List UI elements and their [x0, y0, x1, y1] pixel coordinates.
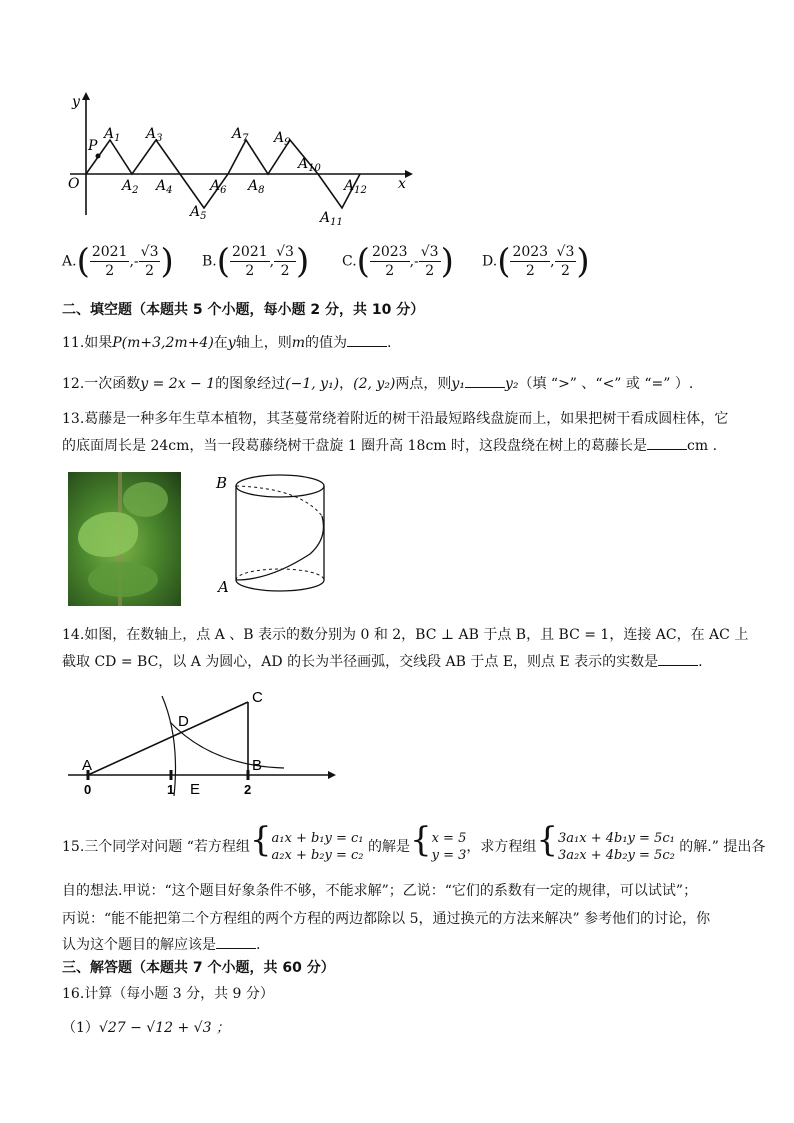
label-d: D [178, 713, 189, 730]
vine-photo [68, 472, 181, 606]
question-13-line1: 13.葛藤是一种多年生草本植物，其茎蔓常绕着附近的树干沿最短路线盘旋而上，如果把树干看成圆柱体，它 [62, 411, 729, 427]
svg-text:A2: $A_2$ [122, 178, 139, 196]
q10-option-b: B.( $\frac{2021}{2}$ , $\frac{√3}{2}$ ) [202, 241, 310, 282]
numberline-figure [62, 688, 342, 803]
svg-text:A6: $A_6$ [210, 178, 227, 196]
q10-option-a: A.( $\frac{2021}{2}$ ,- $\frac{√3}{2}$ ) [62, 241, 174, 282]
tick-1: 1 [167, 782, 175, 797]
question-15-line2: 自的想法.甲说：“这个题目好象条件不够，不能求解”；乙说：“它们的系数有一定的规律，可以试试”； [62, 883, 698, 899]
question-15-line4: 认为这个题目的解应该是 . [62, 937, 261, 953]
svg-text:A12: $A_{12}$ [344, 178, 367, 196]
svg-text:A7: $A_7$ [232, 126, 249, 144]
question-16-title: 16.计算（每小题 3 分，共 9 分） [62, 986, 274, 1002]
svg-text:A1: $A_1$ [104, 126, 121, 144]
cylinder-label-b: B [216, 474, 228, 492]
label-e: E [190, 781, 201, 798]
point-p-label: P [88, 138, 98, 154]
cylinder-figure [210, 468, 340, 598]
question-12: 12.一次函数y = 2x − 1的图象经过(−1, y₁)，(2, y₂)两点，则y₁ y₂（填 “>” 、“<” 或 “=” ）. [62, 376, 694, 392]
question-16-part1: （1）√27 − √12 + √3 ； [62, 1020, 230, 1036]
axis-x-label: x [398, 176, 406, 192]
label-a: A [82, 757, 93, 774]
question-14-line2: 截取 CD = BC，以 A 为圆心，AD 的长为半径画弧，交线段 AB 于点 E，则点 E 表示的实数是 . [62, 654, 703, 670]
svg-text:A10: $A_{10}$ [298, 156, 321, 174]
q10-option-c: C.( $\frac{2023}{2}$ ,- $\frac{√3}{2}$ ) [342, 241, 454, 282]
section3-title: 三、解答题（本题共 7 个小题，共 60 分） [62, 960, 335, 976]
label-b: B [252, 757, 263, 774]
svg-text:A8: $A_8$ [248, 178, 265, 196]
question-13-line2: 的底面周长是 24cm，当一段葛藤绕树干盘旋 1 圈升高 18cm 时，这段盘绕在树上的葛藤长是 cm . [62, 438, 718, 454]
section2-title: 二、填空题（本题共 5 个小题，每小题 2 分，共 10 分） [62, 302, 425, 318]
q10-option-d: D.( $\frac{2023}{2}$ , $\frac{√3}{2}$ ) [482, 241, 590, 282]
question-15-line3: 丙说：“能不能把第二个方程组的两个方程的两边都除以 5，通过换元的方法来解决” 参考他们的讨论，你 [62, 911, 711, 927]
svg-text:A4: $A_4$ [156, 178, 173, 196]
cylinder-label-a: A [218, 578, 229, 596]
zigzag-graph [60, 90, 420, 230]
svg-text:A9: $A_9$ [274, 130, 291, 148]
svg-text:A11: $A_{11}$ [320, 210, 343, 228]
axis-y-label: y [72, 94, 80, 110]
tick-2: 2 [244, 782, 252, 797]
svg-text:A3: $A_3$ [146, 126, 163, 144]
svg-text:A5: $A_5$ [190, 204, 207, 222]
question-15-line1: 15.三个同学对问题 “若方程组{ a₁x + b₁y = c₁ a₂x + b₂y = c₂ 的解是{ x = 5 y = 3 ，求方程组{ 3a₁x + 4b₁y = 5c₁ 3a₂x + 4b₂y = 5c₂ 的解.” 提出各 [62, 820, 766, 863]
tick-0: 0 [84, 782, 92, 797]
origin-label: O [68, 176, 80, 192]
question-14-line1: 14.如图，在数轴上，点 A 、B 表示的数分别为 0 和 2，BC ⊥ AB 于点 B，且 BC = 1，连接 AC，在 AC 上 [62, 627, 749, 643]
question-11: 11.如果P(m+3,2m+4)在y轴上，则m的值为 . [62, 335, 392, 351]
label-c: C [252, 689, 263, 706]
